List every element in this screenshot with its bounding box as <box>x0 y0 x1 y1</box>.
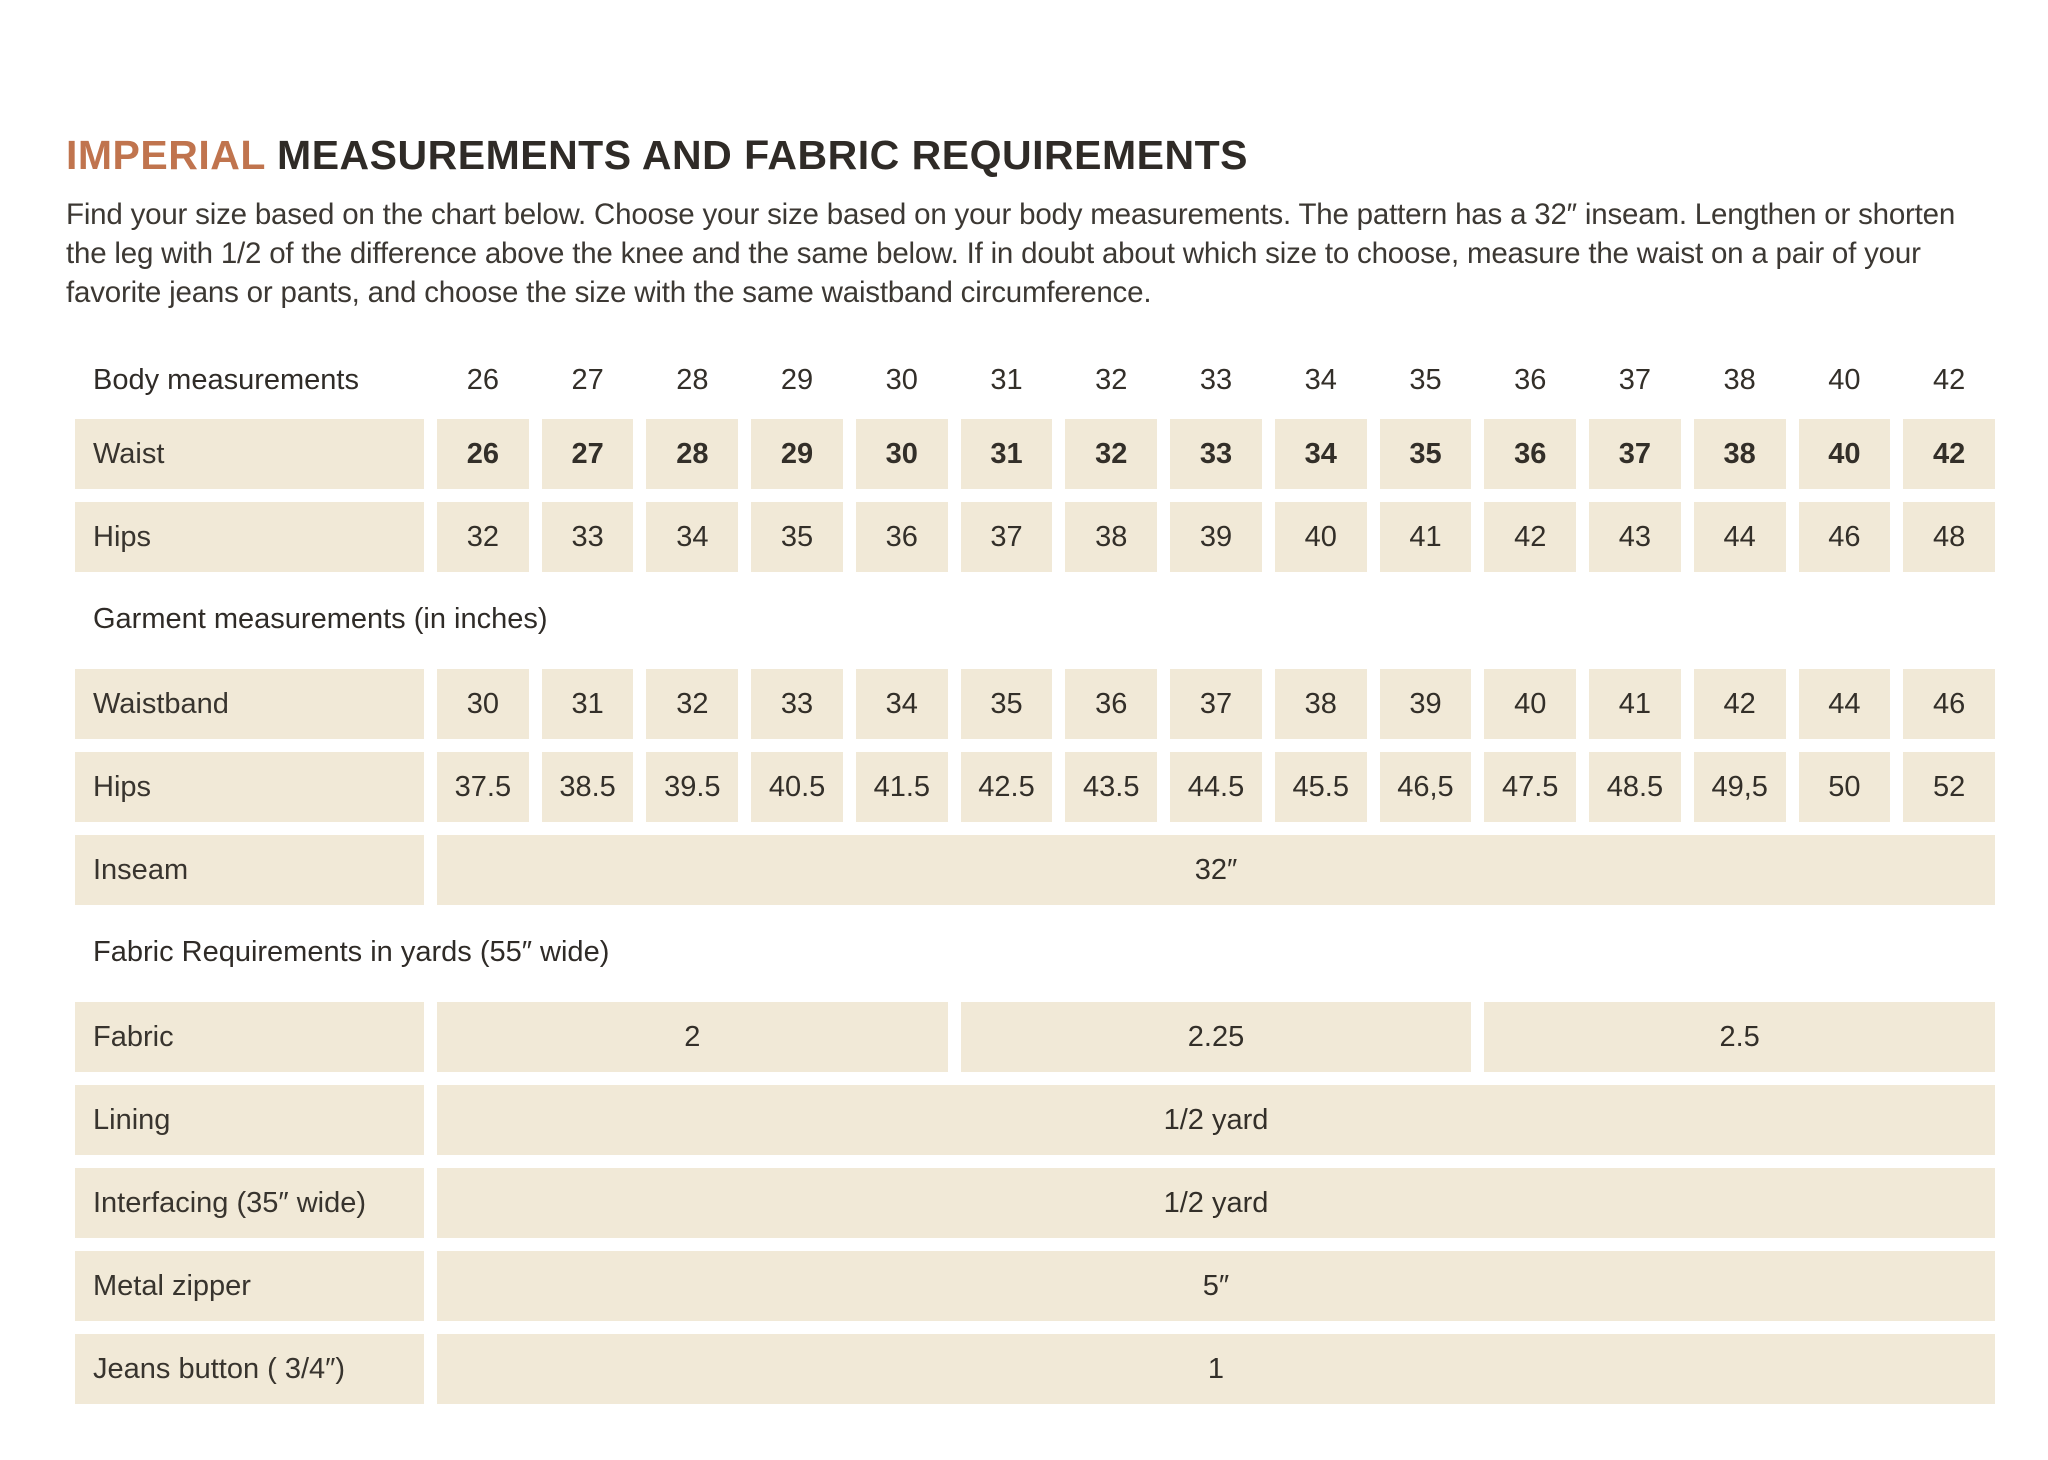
waist-value-cell: 37 <box>1589 419 1681 489</box>
hips-value-cell: 40 <box>1275 502 1367 572</box>
waist-value-cell: 30 <box>856 419 948 489</box>
waistband-value-cell: 44 <box>1799 669 1891 739</box>
hips-garment-value-cell: 45.5 <box>1275 752 1367 822</box>
waist-value-cell: 34 <box>1275 419 1367 489</box>
hips-value-cell: 38 <box>1065 502 1157 572</box>
waist-value-cell: 27 <box>542 419 634 489</box>
tables-container <box>75 356 1995 1404</box>
waistband-value-cell: 46 <box>1903 669 1995 739</box>
hips-value-cell: 32 <box>437 502 529 572</box>
waistband-value-cell: 30 <box>437 669 529 739</box>
hips-value-cell: 41 <box>1380 502 1472 572</box>
hips-garment-value-cell: 49,5 <box>1694 752 1786 822</box>
table-row-hips-body <box>75 502 1995 572</box>
title-rest: MEASUREMENTS AND FABRIC REQUIREMENTS <box>265 132 1248 178</box>
row-label-hips-garment: Hips <box>75 752 424 822</box>
hips-value-cell: 37 <box>961 502 1053 572</box>
waist-value-cell: 33 <box>1170 419 1262 489</box>
size-header-cell: 38 <box>1723 363 1756 396</box>
table-row-jeans-button <box>75 1334 1995 1404</box>
row-label-fabric: Fabric <box>75 1002 424 1072</box>
hips-value-cell: 34 <box>646 502 738 572</box>
table-row-hips-garment <box>75 752 1995 822</box>
hips-garment-value-cell: 52 <box>1903 752 1995 822</box>
waistband-value-cell: 34 <box>856 669 948 739</box>
body-table-header-row <box>75 356 1995 404</box>
row-label-waist: Waist <box>75 419 424 489</box>
row-label-inseam: Inseam <box>75 835 424 905</box>
waist-value-cell: 26 <box>437 419 529 489</box>
waist-value-cell: 31 <box>961 419 1053 489</box>
table-row-waistband <box>75 669 1995 739</box>
waist-value-cell: 40 <box>1799 419 1891 489</box>
metal-zipper-merged-cell: 5″ <box>437 1251 1995 1321</box>
waistband-value-cell: 39 <box>1380 669 1472 739</box>
table-row-waist <box>75 419 1995 489</box>
fabric-yardage-cell: 2 <box>437 1002 948 1072</box>
waistband-value-cell: 41 <box>1589 669 1681 739</box>
hips-garment-value-cell: 37.5 <box>437 752 529 822</box>
size-header-cell: 42 <box>1932 363 1966 396</box>
size-header-cell: 29 <box>780 363 814 396</box>
hips-garment-value-cell: 50 <box>1799 752 1891 822</box>
table-row-lining <box>75 1085 1995 1155</box>
hips-value-cell: 42 <box>1484 502 1576 572</box>
hips-garment-value-cell: 41.5 <box>856 752 948 822</box>
size-header-cell: 33 <box>1199 363 1233 396</box>
waistband-value-cell: 42 <box>1694 669 1786 739</box>
hips-garment-value-cell: 38.5 <box>542 752 634 822</box>
hips-value-cell: 43 <box>1589 502 1681 572</box>
size-header-cell: 32 <box>1095 363 1128 396</box>
table-row-fabric <box>75 1002 1995 1072</box>
lining-merged-cell: 1/2 yard <box>437 1085 1995 1155</box>
body-table-title: Body measurements <box>93 363 359 396</box>
hips-garment-value-cell: 46,5 <box>1380 752 1472 822</box>
size-header-cell: 31 <box>990 363 1023 396</box>
fabric-yardage-cell: 2.5 <box>1484 1002 1995 1072</box>
waist-value-cell: 28 <box>646 419 738 489</box>
interfacing-merged-cell: 1/2 yard <box>437 1168 1995 1238</box>
hips-garment-value-cell: 42.5 <box>961 752 1053 822</box>
hips-value-cell: 33 <box>542 502 634 572</box>
row-label-metal-zipper: Metal zipper <box>75 1251 424 1321</box>
row-label-hips-body: Hips <box>75 502 424 572</box>
hips-garment-value-cell: 43.5 <box>1065 752 1157 822</box>
garment-section-header: Garment measurements (in inches) <box>93 603 548 635</box>
hips-value-cell: 48 <box>1903 502 1995 572</box>
waist-value-cell: 38 <box>1694 419 1786 489</box>
waist-value-cell: 42 <box>1903 419 1995 489</box>
hips-garment-value-cell: 47.5 <box>1484 752 1576 822</box>
table-row-interfacing <box>75 1168 1995 1238</box>
waistband-value-cell: 37 <box>1170 669 1262 739</box>
fabric-section-header: Fabric Requirements in yards (55″ wide) <box>93 936 610 968</box>
hips-garment-value-cell: 48.5 <box>1589 752 1681 822</box>
waist-value-cell: 29 <box>751 419 843 489</box>
size-header-cell: 27 <box>571 363 604 396</box>
hips-value-cell: 46 <box>1799 502 1891 572</box>
size-header-cell: 36 <box>1514 363 1547 396</box>
hips-value-cell: 44 <box>1694 502 1786 572</box>
row-label-waistband: Waistband <box>75 669 424 739</box>
waist-value-cell: 36 <box>1484 419 1576 489</box>
waistband-value-cell: 33 <box>751 669 843 739</box>
title-accent: IMPERIAL <box>66 132 266 178</box>
row-label-interfacing: Interfacing (35″ wide) <box>75 1168 424 1238</box>
waist-value-cell: 32 <box>1065 419 1157 489</box>
size-header-cell: 26 <box>466 363 499 396</box>
size-header-cell: 34 <box>1304 363 1337 396</box>
table-row-metal-zipper <box>75 1251 1995 1321</box>
waistband-value-cell: 35 <box>961 669 1053 739</box>
hips-value-cell: 39 <box>1170 502 1262 572</box>
waistband-value-cell: 40 <box>1484 669 1576 739</box>
hips-value-cell: 35 <box>751 502 843 572</box>
size-header-cell: 40 <box>1828 363 1861 396</box>
waistband-value-cell: 36 <box>1065 669 1157 739</box>
fabric-yardage-cell: 2.25 <box>961 1002 1472 1072</box>
jeans-button-merged-cell: 1 <box>437 1334 1995 1404</box>
waistband-value-cell: 31 <box>542 669 634 739</box>
intro-paragraph: Find your size based on the chart below. Choose your size based on your body measurements. The pattern has a 32″ inseam. Lengthen or shorten the leg with 1/2 of the difference above the knee and the same below. If in doubt about which size to choose, measure the waist on a pair of your favorite jeans or pants, and choose the size with the same waistband circumference. <box>66 198 1956 309</box>
page-title <box>66 132 1988 179</box>
waist-value-cell: 35 <box>1380 419 1472 489</box>
waistband-value-cell: 32 <box>646 669 738 739</box>
size-header-cell: 35 <box>1409 363 1442 396</box>
size-header-cell: 30 <box>885 363 918 396</box>
hips-value-cell: 36 <box>856 502 948 572</box>
table-row-inseam <box>75 835 1995 905</box>
hips-garment-value-cell: 39.5 <box>646 752 738 822</box>
row-label-lining: Lining <box>75 1085 424 1155</box>
waistband-value-cell: 38 <box>1275 669 1367 739</box>
inseam-merged-cell: 32″ <box>437 835 1995 905</box>
size-header-cell: 37 <box>1618 363 1652 396</box>
row-label-jeans-button: Jeans button ( 3/4″) <box>75 1334 424 1404</box>
hips-garment-value-cell: 40.5 <box>751 752 843 822</box>
size-header-cell: 28 <box>676 363 709 396</box>
hips-garment-value-cell: 44.5 <box>1170 752 1262 822</box>
